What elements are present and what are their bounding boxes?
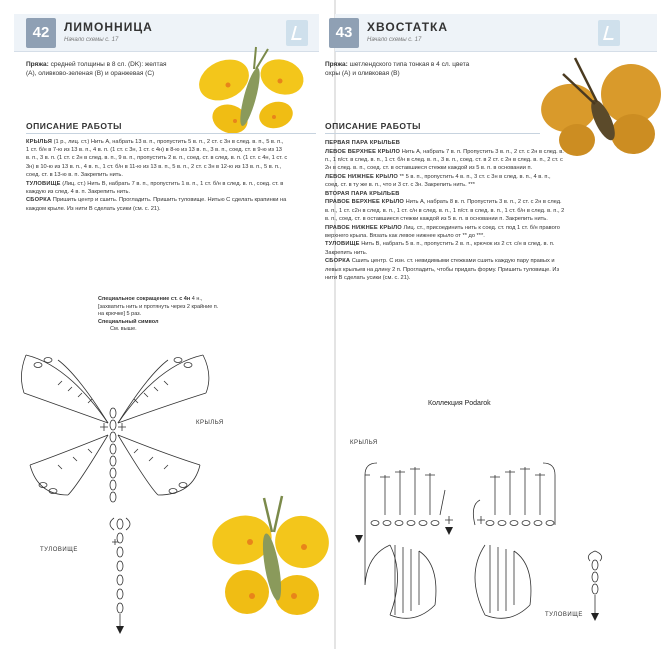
yarn-info [26, 61, 176, 78]
pattern-subtitle: Начало схемы с. 17 [367, 37, 422, 43]
wings-label: КРЫЛЬЯ [350, 440, 378, 446]
instructions [325, 139, 565, 282]
body-crochet-diagram [100, 512, 140, 637]
pattern-number: 42 [26, 18, 56, 48]
paragraph-assembly: СБОРКА Сшить центр. С изн. ст. невидимыми стежками сшить каждую пару правых и левых крыльев на длину 2 п. Прогладить, чтобы придать форму. Пришить туловище. Из нити B сделать усики (см. с. 21). [325, 258, 560, 281]
pattern-title: ХВОСТАТКА [367, 20, 449, 34]
yarn-text: шетлендского типа тонкая в 4 сл. цвета охры (A) и оливковая (B) [325, 61, 470, 77]
body-label: ТУЛОВИЩЕ [40, 547, 78, 553]
wings-crochet-diagram [18, 345, 218, 515]
paragraph-body: ТУЛОВИЩЕ (Лиц. ст.) Нить B, набрать 7 в. п., пропустить 1 в. п., 1 ст. б/н в след. в. п., соед. ст. в каждую из след. 4 в. п. Закрепить нить. [26, 180, 284, 195]
paragraph-wings: КРЫЛЬЯ (1 р., лиц. ст.) Нить A, набрать 13 в. п., пропустить 5 в. п., 2 ст. с 3н в след. в. п., 5 в. п., 1 ст. б/н в 7-ю из 13 в. п., 4 в. п. (1 ст. с 3н, 1 ст. с 4н) в 8-ю из 13 в. п., 3 в. п., соед. ст. в 9-ю из 13 в. п., 3 в. п. (1 ст. с 2н в след. в. п., 9 в. п., пропустить 2 в. п., соед. ст. в след. в. п. (1 ст. с 4н, 1 ст. с 3н) в 10-ю из 13 в. п., 4 в. п., 1 ст. б/н в 11-ю из 13 в. п., 5 в. п., 2 ст. с 3н в 12-ю из 13 в. п., 5 в. п., соед. ст. в 13-ю в. п. Закрепить нить. [26, 139, 288, 178]
yarn-info [325, 61, 470, 78]
page-43 [325, 0, 670, 649]
yarn-label: Пряжа: [325, 61, 348, 68]
section-title: ОПИСАНИЕ РАБОТЫ [325, 121, 421, 131]
paragraph-second-pair: ВТОРАЯ ПАРА КРЫЛЬЕВ [325, 190, 400, 197]
section-logo-icon [286, 20, 308, 46]
instructions [26, 138, 288, 213]
pattern-number: 43 [329, 18, 359, 48]
section-logo-icon [598, 20, 620, 46]
section-divider [325, 133, 540, 134]
pattern-subtitle: Начало схемы с. 17 [64, 37, 119, 43]
body-label: ТУЛОВИЩЕ [545, 612, 583, 618]
paragraph-assembly: СБОРКА Пришить центр и сшить. Прогладить. Пришить туловище. Нитью C сделать крапинки на каждом крыле. Из нити B сделать усики (см. с. 21). [26, 197, 287, 212]
paragraph-body: ТУЛОВИЩЕ Нить B, набрать 5 в. п., пропустить 2 в. п., крючок из 2 ст. с/н в след. в. п. Закрепить нить. [325, 241, 555, 256]
wings-crochet-diagram [345, 455, 645, 630]
section-title: ОПИСАНИЕ РАБОТЫ [26, 121, 122, 131]
collection-caption: Коллекция Podarok [428, 400, 491, 407]
paragraph-left-upper-wing: ЛЕВОЕ ВЕРХНЕЕ КРЫЛО Нить A, набрать 7 в. п. Пропустить 3 в. п., 2 ст. с 2н в след. в. п., 1 п/ст. в след. в. п., 1 ст. б/н в след. в. п., 3 в. п., соед. ст. в 2 ст. с 2н в след. в. п., 2 ст. с 2н в след. в. п., соед. ст. в оставшиеся стежки каждой из 5 в. п. в основании п. [325, 148, 564, 172]
yarn-label: Пряжа: [26, 61, 49, 68]
butterfly-photo-yellow-large [202, 492, 337, 632]
header-bar [335, 14, 657, 52]
paragraph-first-pair: ПЕРВАЯ ПАРА КРЫЛЬЕВ [325, 140, 401, 146]
yarn-text: средней толщины в 8 сл. (DK): желтая (A), оливково-зеленая (B) и оранжевая (C) [26, 61, 167, 77]
paragraph-left-lower-wing: ЛЕВОЕ НИЖНЕЕ КРЫЛО ** 5 в. п., пропустить 4 в. п., 3 ст. с 3н в след. в. п., 4 в. п., соед. ст. в ту же в. п., что и 3 ст. с 3н. Закрепить нить. *** [325, 173, 551, 189]
wings-label: КРЫЛЬЯ [196, 420, 224, 426]
butterfly-photo-yellow [190, 45, 315, 145]
pattern-title: ЛИМОННИЦА [64, 20, 153, 34]
paragraph-right-upper-wing: ПРАВОЕ ВЕРХНЕЕ КРЫЛО Нить A, набрать 8 в. п. Пропустить 3 в. п., 2 ст. с 2н в след. в. п., 1 ст. с2н в след. в. п., 1 ст. с/н в след. в. п., 1 п/ст. в след. в. п., 1 ст. б/н в след. в. п., 2 в. п., соед. ст. в оставшиеся стежки каждой из 5 в. п. в основании п. Закрепить нить. [325, 199, 565, 222]
special-abbreviation: Специальное сокращение ст. с 4н 4 н., [захватить нить и протянуть через 2 крайние п. на крючке] 5 раз. Специальный символ См. выше. [98, 296, 219, 332]
section-divider [26, 133, 316, 134]
paragraph-right-lower-wing: ПРАВОЕ НИЖНЕЕ КРЫЛО Лиц. ст., присоединить нить к соед. ст. под 1 ст. б/н правого верхнего крыла. Вязать как левое нижнее крыло от ** до ***. [325, 224, 560, 239]
